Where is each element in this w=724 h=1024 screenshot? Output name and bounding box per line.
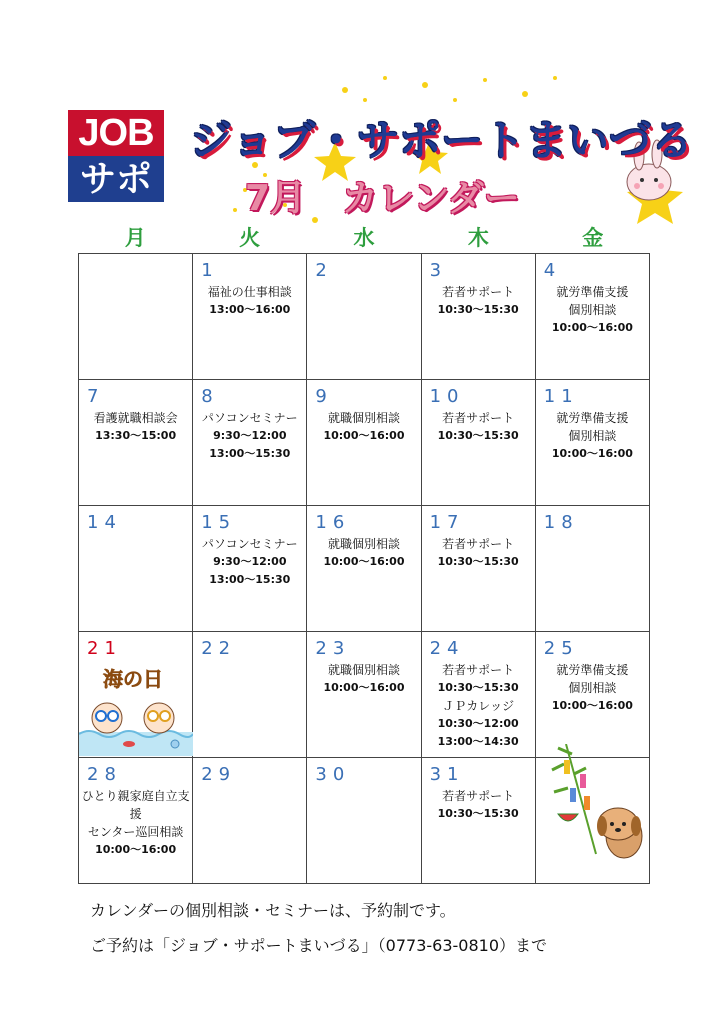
event-list	[193, 535, 306, 589]
day-number: 24	[429, 638, 465, 659]
event-time: 10:30～15:30	[437, 555, 519, 568]
day-number: 9	[315, 386, 333, 407]
event-list	[536, 409, 649, 463]
calendar-day-cell	[535, 758, 649, 884]
sea-day-label: 海の日	[103, 667, 163, 691]
event-title: 就職個別相談	[327, 411, 400, 425]
event-time: 13:00～15:30	[209, 447, 291, 460]
event-subtitle: 個別相談	[568, 681, 617, 695]
calendar-day-cell	[535, 506, 649, 632]
day-number: 8	[201, 386, 219, 407]
day-number: 25	[543, 638, 579, 659]
event-title: パソコンセミナー	[201, 537, 298, 551]
calendar-day-cell	[193, 632, 307, 758]
tanabata-dog-illustration	[544, 744, 648, 870]
event-title: 就職個別相談	[327, 663, 400, 677]
logo-job-text: JOB	[68, 110, 164, 156]
day-number	[79, 254, 192, 261]
event-time: 10:30～15:30	[437, 681, 519, 694]
calendar-day-cell	[535, 632, 649, 758]
calendar-day-cell	[79, 380, 193, 506]
day-number: 7	[87, 386, 105, 407]
event-title: 看護就職相談会	[93, 411, 178, 425]
day-number: 23	[315, 638, 351, 659]
event-time: 13:30～15:00	[95, 429, 177, 442]
event-title: 若者サポート	[442, 411, 515, 425]
calendar-day-cell	[79, 758, 193, 884]
event-time: 13:00～14:30	[437, 735, 519, 748]
event-list	[536, 283, 649, 337]
day-number: 31	[429, 764, 465, 785]
event-time: 10:00～16:00	[551, 699, 633, 712]
event-subtitle: 個別相談	[568, 303, 617, 317]
calendar-day-cell	[79, 632, 193, 758]
event-title: 若者サポート	[442, 537, 515, 551]
event-time: 10:00～16:00	[323, 429, 405, 442]
event-title: 若者サポート	[442, 663, 515, 677]
calendar-day-cell	[307, 506, 421, 632]
event-list	[307, 409, 420, 445]
calendar-week-row	[79, 632, 650, 758]
calendar-day-cell	[307, 254, 421, 380]
event-time: 10:00～16:00	[551, 321, 633, 334]
event-title: パソコンセミナー	[201, 411, 298, 425]
weekday-mon: 月	[124, 226, 146, 250]
calendar-day-cell	[193, 506, 307, 632]
day-number: 18	[543, 512, 579, 533]
day-number: 1	[201, 260, 219, 281]
event-title: 就労準備支援	[556, 411, 629, 425]
day-number: 11	[543, 386, 579, 407]
weekday-wed: 水	[353, 226, 375, 250]
calendar-day-cell	[79, 254, 193, 380]
event-time: 10:30～12:00	[437, 717, 519, 730]
event-title: 就労準備支援	[556, 663, 629, 677]
event-list	[422, 787, 535, 823]
day-number: 2	[315, 260, 333, 281]
event-title: 若者サポート	[442, 285, 515, 299]
event-list	[79, 787, 192, 859]
contact-info: ご予約は「ジョブ・サポートまいづる」（0773-63-0810）まで	[90, 936, 548, 955]
page-title: ジョブ・サポートまいづる	[190, 116, 694, 165]
event-list	[422, 409, 535, 445]
event-time: 9:30～12:00	[213, 555, 287, 568]
event-list	[193, 409, 306, 463]
calendar-day-cell	[421, 506, 535, 632]
event-time: 10:30～15:30	[437, 303, 519, 316]
calendar-week-row	[79, 254, 650, 380]
day-number: 29	[201, 764, 237, 785]
event-list	[307, 661, 420, 697]
day-number: 14	[87, 512, 122, 533]
calendar-day-cell	[193, 254, 307, 380]
calendar-day-cell	[535, 380, 649, 506]
day-number: 21	[87, 638, 122, 659]
event-title: 就労準備支援	[556, 285, 629, 299]
calendar-grid	[78, 253, 650, 884]
calendar-day-cell	[307, 758, 421, 884]
calendar-day-cell	[421, 380, 535, 506]
calendar-day-cell	[421, 632, 535, 758]
day-number: 17	[429, 512, 465, 533]
event-time: 13:00～15:30	[209, 573, 291, 586]
day-number: 22	[201, 638, 237, 659]
calendar-day-cell	[193, 758, 307, 884]
calendar-day-cell	[307, 632, 421, 758]
reservation-note: カレンダーの個別相談・セミナーは、予約制です。	[90, 901, 456, 920]
event-subtitle: 個別相談	[568, 429, 617, 443]
weekday-tue: 火	[239, 226, 261, 250]
event-title: 就職個別相談	[327, 537, 400, 551]
event-time: 10:30～15:30	[437, 429, 519, 442]
day-number: 3	[429, 260, 448, 281]
event-time: 10:00～16:00	[323, 555, 405, 568]
calendar-day-cell	[193, 380, 307, 506]
event-title: 福祉の仕事相談	[207, 285, 292, 299]
event-list	[422, 283, 535, 319]
day-number: 15	[201, 512, 237, 533]
calendar-day-cell	[79, 506, 193, 632]
event-time: 9:30～12:00	[213, 429, 287, 442]
event-title: ひとり親家庭自立支援	[81, 789, 190, 821]
job-sapo-logo	[68, 110, 164, 202]
day-number: 30	[315, 764, 351, 785]
event-list	[193, 283, 306, 319]
weekday-header	[78, 222, 650, 252]
event-list	[307, 535, 420, 571]
calendar-day-cell	[421, 758, 535, 884]
calendar-week-row	[79, 380, 650, 506]
calendar-subtitle: 7月 カレンダー	[245, 178, 520, 219]
calendar-week-row	[79, 758, 650, 884]
event-list	[422, 661, 535, 751]
event-list	[79, 409, 192, 445]
day-number: 16	[315, 512, 351, 533]
event-time: 10:00～16:00	[323, 681, 405, 694]
weekday-thu: 木	[467, 226, 489, 250]
day-number: 28	[87, 764, 122, 785]
sea-day-illustration	[79, 662, 193, 756]
calendar-day-cell	[307, 380, 421, 506]
calendar-day-cell	[421, 254, 535, 380]
event-subtitle: センター巡回相談	[87, 825, 184, 839]
calendar-day-cell	[535, 254, 649, 380]
calendar-week-row	[79, 506, 650, 632]
event-title: 若者サポート	[442, 789, 515, 803]
weekday-fri: 金	[582, 226, 604, 250]
event-time: 13:00～16:00	[209, 303, 291, 316]
day-number: 10	[429, 386, 465, 407]
event-title: ＪＰカレッジ	[442, 699, 515, 713]
logo-sapo-text: サポ	[68, 156, 164, 202]
event-list	[536, 661, 649, 715]
day-number: 4	[543, 260, 562, 281]
event-list	[422, 535, 535, 571]
event-time: 10:00～16:00	[95, 843, 177, 856]
event-time: 10:30～15:30	[437, 807, 519, 820]
event-time: 10:00～16:00	[551, 447, 633, 460]
